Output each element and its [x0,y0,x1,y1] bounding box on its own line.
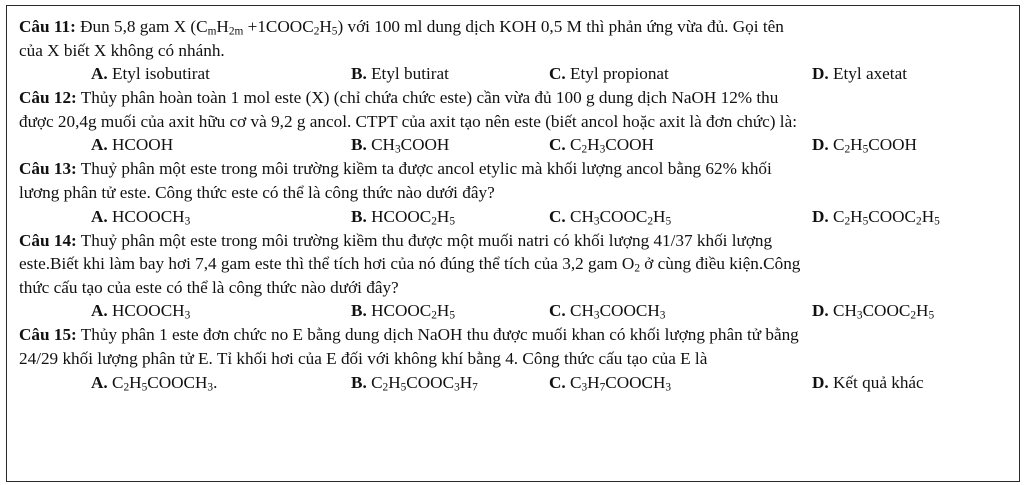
question-text: este.Biết khi làm bay hơi 7,4 gam este thì thể tích hơi của nó đúng thể tích của 3,2 gam $O_2$ ở cùng điều kiện.Công [19,254,801,275]
option-text: $C_2H_3COOH$ [570,135,654,156]
option-text: $C_3H_7COOCH_3$ [570,372,672,394]
option-letter: D. [812,206,829,226]
option-text: Kết quả khác [833,372,924,392]
option-c[interactable] [549,371,671,395]
question-text-line [19,110,1019,134]
question-text-line [19,229,1019,253]
question-number: Câu 11: [19,17,76,36]
option-text: Etyl isobutirat [112,64,210,84]
option-c[interactable] [549,133,654,157]
question-text-line [19,181,1019,205]
option-text: $CH_3COOC_2H_5$ [570,206,672,228]
option-letter: C. [549,135,566,155]
option-letter: A. [91,301,108,321]
option-text: $HCOOC_2H_5$ [371,206,455,228]
option-letter: D. [812,372,829,392]
question-12 [19,86,1019,157]
option-b[interactable] [351,133,449,157]
option-d[interactable] [812,62,907,86]
question-text: thức cấu tạo của este có thể là công thức nào dưới đây? [19,277,399,297]
question-text: được 20,4g muối của axit hữu cơ và 9,2 g ancol. CTPT của axit tạo nên este (biết ancol hoặc axit là đơn chức) là: [19,111,797,131]
question-number: Câu 14: [19,230,77,250]
question-11 [19,15,1019,86]
option-text: $HCOOCH_3$ [112,301,191,322]
option-letter: C. [549,206,566,226]
option-letter: B. [351,64,367,84]
question-14 [19,229,1019,324]
option-b[interactable] [351,62,449,86]
question-text-line [19,276,1019,300]
option-text: $CH_3COOH$ [371,135,450,156]
option-letter: D. [812,64,829,84]
option-b[interactable] [351,205,455,229]
option-text: $C_2H_5COOC_3H_7$ [371,372,478,394]
answer-options [19,133,1019,157]
option-letter: C. [549,64,566,84]
option-a[interactable] [91,299,190,323]
question-text: Thuỷ phân một este trong môi trường kiềm ta được ancol etylic mà khối lượng ancol bằng 62% khối [80,159,772,179]
question-13 [19,157,1019,228]
question-list [19,15,1019,395]
option-letter: A. [91,206,108,226]
option-letter: B. [351,135,367,155]
question-text: 24/29 khối lượng phân tử E. Tỉ khối hơi của E đối với không khí bằng 4. Công thức cấu tạo của E là [19,348,708,368]
answer-options [19,205,1019,229]
option-letter: D. [812,135,829,155]
option-a[interactable] [91,371,217,395]
option-text: $CH_3COOCH_3$ [570,301,666,322]
option-letter: C. [549,301,566,321]
option-text: $CH_3COOC_2H_5$ [833,301,935,322]
option-letter: A. [91,64,108,84]
question-text-line [19,39,1019,63]
option-a[interactable] [91,62,210,86]
question-15 [19,323,1019,394]
option-letter: B. [351,206,367,226]
option-text: Etyl axetat [833,64,907,84]
question-text: Thủy phân 1 este đơn chức no E bằng dung dịch NaOH thu được muối khan có khối lượng phân tử bằng [80,325,799,345]
option-text: HCOOH [112,135,174,155]
option-a[interactable] [91,205,190,229]
question-text: Thủy phân hoàn toàn 1 mol este (X) (chỉ chứa chức este) cần vừa đủ 100 g dung dịch NaOH 12% thu [80,88,779,108]
option-text: Etyl propionat [570,64,669,84]
option-letter: B. [351,301,367,321]
option-letter: A. [91,135,108,155]
question-text: Đun 5,8 gam X ($C_mH_{2m}$ $+1COOC_2H_5$) với 100 ml dung dịch KOH 0,5 M thì phản ứng vừa đủ. Gọi tên [80,17,784,38]
question-text-line [19,157,1019,181]
option-letter: C. [549,372,566,392]
option-text: $C_2H_5COOH$ [833,135,917,156]
option-b[interactable] [351,299,455,323]
option-d[interactable] [812,371,924,395]
question-text-line [19,252,1019,276]
option-letter: B. [351,372,367,392]
option-text: Etyl butirat [371,64,449,84]
question-text-line [19,347,1019,371]
question-number: Câu 15: [19,325,77,345]
question-number: Câu 12: [19,88,77,108]
option-text: $HCOOCH_3$ [112,206,191,228]
answer-options [19,299,1019,323]
option-text: $C_2H_5COOC_2H_5$ [833,206,940,228]
option-b[interactable] [351,371,478,395]
question-text: của X biết X không có nhánh. [19,40,225,60]
option-d[interactable] [812,133,917,157]
option-c[interactable] [549,62,669,86]
question-text-line [19,86,1019,110]
option-d[interactable] [812,299,934,323]
option-c[interactable] [549,299,665,323]
question-text-line [19,15,1019,39]
option-text: $C_2H_5COOCH_3$. [112,372,218,394]
question-sheet [6,5,1020,482]
option-d[interactable] [812,205,940,229]
option-c[interactable] [549,205,671,229]
question-number: Câu 13: [19,159,77,179]
question-text: Thuỷ phân một este trong môi trường kiềm thu được một muối natri có khối lượng 41/37 khối lượng [80,230,773,250]
answer-options [19,371,1019,395]
question-text: lương phân tử este. Công thức este có thể là công thức nào dưới đây? [19,182,495,202]
option-letter: D. [812,301,829,321]
question-text-line [19,323,1019,347]
option-a[interactable] [91,133,173,157]
option-letter: A. [91,372,108,392]
answer-options [19,62,1019,86]
option-text: $HCOOC_2H_5$ [371,301,455,322]
